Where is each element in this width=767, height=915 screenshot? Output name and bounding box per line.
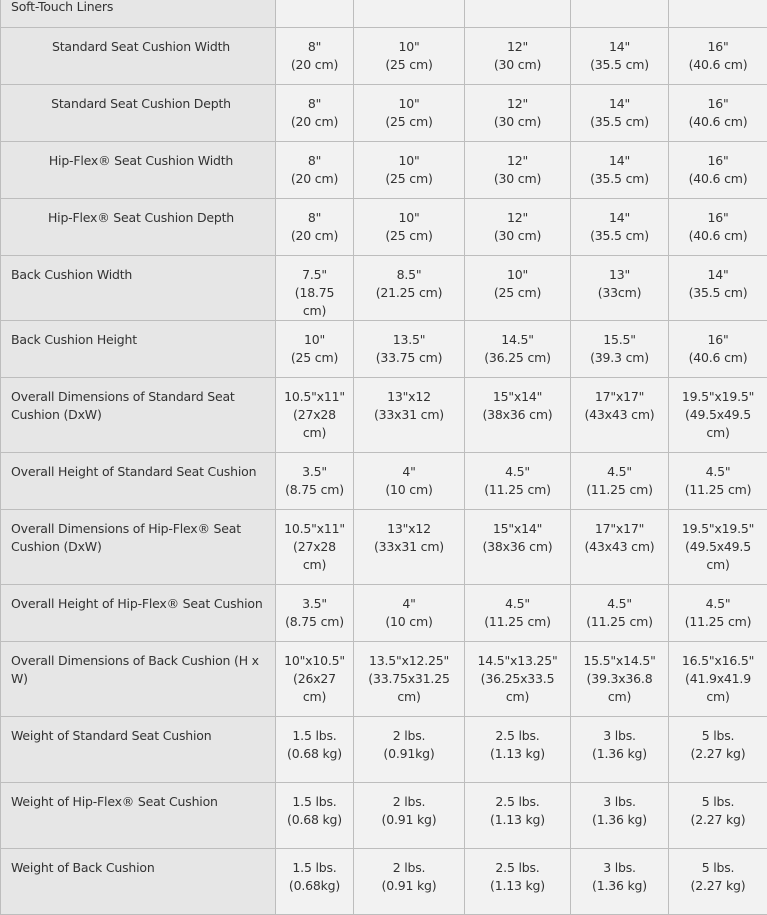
cell-line: (11.25 cm) bbox=[471, 613, 564, 631]
table-cell bbox=[465, 28, 571, 85]
cell-line: 5 lbs. bbox=[675, 859, 761, 877]
table-cell bbox=[571, 585, 669, 642]
cell-line: 1.5 lbs. bbox=[282, 859, 347, 877]
cell-line: 2.5 lbs. bbox=[471, 727, 564, 745]
table-cell bbox=[571, 642, 669, 717]
cell-line: (40.6 cm) bbox=[675, 56, 761, 74]
cell-line: (11.25 cm) bbox=[577, 613, 662, 631]
table-cell bbox=[354, 783, 465, 849]
cell-line: 10"x10.5" bbox=[282, 652, 347, 670]
table-cell bbox=[276, 585, 354, 642]
row-label: Overall Height of Hip-Flex® Seat Cushion bbox=[1, 585, 276, 642]
cell-line: 16" bbox=[675, 38, 761, 56]
cell-line: (40.6 cm) bbox=[675, 113, 761, 131]
table-row bbox=[1, 142, 767, 199]
table-cell bbox=[465, 453, 571, 510]
cell-line: 10" bbox=[360, 152, 458, 170]
table-cell bbox=[465, 142, 571, 199]
table-row bbox=[1, 717, 767, 783]
cell-line: 2 lbs. bbox=[360, 727, 458, 745]
cell-line: (26x27 bbox=[282, 670, 347, 688]
cell-line: 1.5 lbs. bbox=[282, 727, 347, 745]
cell-line: 16" bbox=[675, 152, 761, 170]
cell-line: (11.25 cm) bbox=[577, 481, 662, 499]
cell-line: 13"x12 bbox=[360, 388, 458, 406]
cell-line: 14" bbox=[577, 152, 662, 170]
table-row bbox=[1, 378, 767, 453]
table-cell bbox=[276, 642, 354, 717]
cell-line: cm) bbox=[282, 688, 347, 706]
cell-line: (33x31 cm) bbox=[360, 538, 458, 556]
cell-line: 3 lbs. bbox=[577, 859, 662, 877]
cell-line: (10 cm) bbox=[360, 481, 458, 499]
cell-line: (25 cm) bbox=[360, 227, 458, 245]
table-cell bbox=[354, 849, 465, 915]
cell-line: 3.5" bbox=[282, 463, 347, 481]
cell-line: (43x43 cm) bbox=[577, 538, 662, 556]
cell-line: 1.5 lbs. bbox=[282, 793, 347, 811]
table-row bbox=[1, 199, 767, 256]
cell-line: (38x36 cm) bbox=[471, 538, 564, 556]
cell-line: 2.5 lbs. bbox=[471, 793, 564, 811]
cell-line: 16.5"x16.5" bbox=[675, 652, 761, 670]
cell-line: (1.13 kg) bbox=[471, 745, 564, 763]
row-label: Weight of Standard Seat Cushion bbox=[1, 717, 276, 783]
cell-line: (40.6 cm) bbox=[675, 227, 761, 245]
cell-line: 12" bbox=[471, 95, 564, 113]
table-cell bbox=[276, 453, 354, 510]
cell-line: 4.5" bbox=[675, 463, 761, 481]
cell-line: 7.5" bbox=[282, 266, 347, 284]
cell-line: 14" bbox=[577, 38, 662, 56]
table-cell bbox=[571, 199, 669, 256]
cell-line: 14" bbox=[675, 266, 761, 284]
table-cell bbox=[354, 321, 465, 378]
cell-line: (18.75 cm) bbox=[282, 284, 347, 320]
cell-line: 14" bbox=[577, 209, 662, 227]
cell-line: 2 lbs. bbox=[360, 859, 458, 877]
table-cell bbox=[571, 510, 669, 585]
cell-line: 8" bbox=[282, 209, 347, 227]
cell-line: (39.3 cm) bbox=[577, 349, 662, 367]
cell-line: 15.5" bbox=[577, 331, 662, 349]
table-cell bbox=[669, 28, 767, 85]
cell-line: (33.75x31.25 bbox=[360, 670, 458, 688]
cell-line: (20 cm) bbox=[282, 227, 347, 245]
cell-line: 15"x14" bbox=[471, 388, 564, 406]
cell-line: 17"x17" bbox=[577, 388, 662, 406]
table-cell bbox=[669, 142, 767, 199]
table-cell bbox=[465, 510, 571, 585]
cell-line: 13.5" bbox=[360, 331, 458, 349]
table-cell bbox=[669, 321, 767, 378]
cell-line: 4.5" bbox=[577, 463, 662, 481]
cell-line: (1.36 kg) bbox=[577, 811, 662, 829]
cell-line: (1.36 kg) bbox=[577, 877, 662, 895]
spec-table-body bbox=[1, 0, 767, 915]
table-row bbox=[1, 453, 767, 510]
table-cell bbox=[571, 321, 669, 378]
cell-line: cm) bbox=[675, 688, 761, 706]
cell-line: (49.5x49.5 bbox=[675, 406, 761, 424]
table-cell bbox=[276, 849, 354, 915]
row-label: Standard Seat Cushion Width bbox=[1, 28, 276, 85]
table-row bbox=[1, 256, 767, 321]
table-cell bbox=[276, 199, 354, 256]
cell-line: 4" bbox=[360, 463, 458, 481]
cell-line: (1.13 kg) bbox=[471, 811, 564, 829]
table-cell bbox=[669, 378, 767, 453]
cell-line: cm) bbox=[282, 556, 347, 574]
cell-line: (11.25 cm) bbox=[471, 481, 564, 499]
table-cell bbox=[571, 849, 669, 915]
cell-line: 17"x17" bbox=[577, 520, 662, 538]
table-cell bbox=[276, 510, 354, 585]
cell-line: 2.5 lbs. bbox=[471, 859, 564, 877]
cell-line: 13" bbox=[577, 266, 662, 284]
table-cell bbox=[669, 199, 767, 256]
table-cell bbox=[354, 199, 465, 256]
row-label: Overall Dimensions of Hip-Flex® Seat Cushion (DxW) bbox=[1, 510, 276, 585]
cell-line: 4.5" bbox=[471, 595, 564, 613]
cell-line: 14" bbox=[577, 95, 662, 113]
table-cell bbox=[465, 321, 571, 378]
cell-line: 14.5"x13.25" bbox=[471, 652, 564, 670]
cell-line: (25 cm) bbox=[360, 170, 458, 188]
table-cell bbox=[354, 585, 465, 642]
table-row bbox=[1, 783, 767, 849]
cell-line: (33x31 cm) bbox=[360, 406, 458, 424]
cell-line: 3.5" bbox=[282, 595, 347, 613]
cell-line: (0.68 kg) bbox=[282, 811, 347, 829]
cell-line: 5 lbs. bbox=[675, 793, 761, 811]
table-cell bbox=[669, 453, 767, 510]
cell-line: (36.25 cm) bbox=[471, 349, 564, 367]
table-cell bbox=[571, 256, 669, 321]
cell-line: 10.5"x11" bbox=[282, 388, 347, 406]
cell-line: (27x28 bbox=[282, 406, 347, 424]
cell-line: (35.5 cm) bbox=[577, 113, 662, 131]
table-cell bbox=[465, 849, 571, 915]
cell-line: (35.5 cm) bbox=[577, 227, 662, 245]
header-label: Soft-Touch Liners bbox=[1, 0, 276, 28]
table-row bbox=[1, 642, 767, 717]
cell-line: (33cm) bbox=[577, 284, 662, 302]
table-cell bbox=[465, 585, 571, 642]
cell-line: (35.5 cm) bbox=[577, 56, 662, 74]
cell-line: (1.13 kg) bbox=[471, 877, 564, 895]
table-cell bbox=[276, 321, 354, 378]
table-cell bbox=[354, 510, 465, 585]
cell-line: (8.75 cm) bbox=[282, 613, 347, 631]
cell-line: 16" bbox=[675, 95, 761, 113]
cell-line: 3 lbs. bbox=[577, 727, 662, 745]
table-cell bbox=[669, 510, 767, 585]
cell-line: 10" bbox=[471, 266, 564, 284]
cell-line: (27x28 bbox=[282, 538, 347, 556]
cell-line: 16" bbox=[675, 331, 761, 349]
cell-line: cm) bbox=[471, 688, 564, 706]
table-cell bbox=[571, 142, 669, 199]
table-cell bbox=[354, 642, 465, 717]
cell-line: (39.3x36.8 bbox=[577, 670, 662, 688]
cell-line: cm) bbox=[282, 424, 347, 442]
table-cell bbox=[669, 783, 767, 849]
table-cell bbox=[571, 28, 669, 85]
table-row bbox=[1, 321, 767, 378]
cell-line: 15"x14" bbox=[471, 520, 564, 538]
table-cell bbox=[465, 256, 571, 321]
table-cell bbox=[669, 585, 767, 642]
table-row bbox=[1, 28, 767, 85]
cell-line: (30 cm) bbox=[471, 113, 564, 131]
table-cell bbox=[465, 717, 571, 783]
cell-line: 4" bbox=[360, 595, 458, 613]
cell-line: cm) bbox=[675, 424, 761, 442]
table-cell bbox=[465, 378, 571, 453]
table-cell bbox=[354, 378, 465, 453]
table-cell bbox=[571, 378, 669, 453]
header-row bbox=[1, 0, 767, 28]
table-cell bbox=[465, 642, 571, 717]
table-cell bbox=[354, 256, 465, 321]
cell-line: (0.91 kg) bbox=[360, 811, 458, 829]
table-cell bbox=[276, 783, 354, 849]
cell-line: (0.68 kg) bbox=[282, 745, 347, 763]
cell-line: (43x43 cm) bbox=[577, 406, 662, 424]
header-cell bbox=[669, 0, 767, 28]
cell-line: 10" bbox=[360, 95, 458, 113]
row-label: Back Cushion Height bbox=[1, 321, 276, 378]
cell-line: (11.25 cm) bbox=[675, 613, 761, 631]
cell-line: (21.25 cm) bbox=[360, 284, 458, 302]
cell-line: (38x36 cm) bbox=[471, 406, 564, 424]
cell-line: 3 lbs. bbox=[577, 793, 662, 811]
cell-line: (49.5x49.5 bbox=[675, 538, 761, 556]
cell-line: (0.91kg) bbox=[360, 745, 458, 763]
cell-line: (20 cm) bbox=[282, 113, 347, 131]
table-cell bbox=[571, 453, 669, 510]
cell-line: 14.5" bbox=[471, 331, 564, 349]
cell-line: (40.6 cm) bbox=[675, 349, 761, 367]
row-label: Overall Dimensions of Standard Seat Cushion (DxW) bbox=[1, 378, 276, 453]
cell-line: 10" bbox=[360, 209, 458, 227]
cell-line: 19.5"x19.5" bbox=[675, 388, 761, 406]
cell-line: (0.68kg) bbox=[282, 877, 347, 895]
row-label: Weight of Back Cushion bbox=[1, 849, 276, 915]
cell-line: (2.27 kg) bbox=[675, 745, 761, 763]
cell-line: 10" bbox=[282, 331, 347, 349]
table-cell bbox=[465, 85, 571, 142]
cell-line: 19.5"x19.5" bbox=[675, 520, 761, 538]
cell-line: (35.5 cm) bbox=[577, 170, 662, 188]
cell-line: 5 lbs. bbox=[675, 727, 761, 745]
cell-line: (25 cm) bbox=[360, 113, 458, 131]
cell-line: 13"x12 bbox=[360, 520, 458, 538]
table-cell bbox=[276, 256, 354, 321]
header-cell bbox=[465, 0, 571, 28]
table-cell bbox=[669, 642, 767, 717]
table-cell bbox=[276, 378, 354, 453]
cell-line: 8" bbox=[282, 38, 347, 56]
cell-line: (35.5 cm) bbox=[675, 284, 761, 302]
cell-line: (25 cm) bbox=[360, 56, 458, 74]
cell-line: (11.25 cm) bbox=[675, 481, 761, 499]
cell-line: (2.27 kg) bbox=[675, 811, 761, 829]
cell-line: (2.27 kg) bbox=[675, 877, 761, 895]
table-cell bbox=[354, 717, 465, 783]
table-row bbox=[1, 585, 767, 642]
cell-line: (33.75 cm) bbox=[360, 349, 458, 367]
header-cell bbox=[276, 0, 354, 28]
table-row bbox=[1, 85, 767, 142]
row-label: Hip-Flex® Seat Cushion Width bbox=[1, 142, 276, 199]
cell-line: 8" bbox=[282, 95, 347, 113]
cell-line: 4.5" bbox=[471, 463, 564, 481]
cell-line: (10 cm) bbox=[360, 613, 458, 631]
table-cell bbox=[354, 28, 465, 85]
header-cell bbox=[571, 0, 669, 28]
table-cell bbox=[669, 717, 767, 783]
header-cell bbox=[354, 0, 465, 28]
row-label: Back Cushion Width bbox=[1, 256, 276, 321]
cell-line: 4.5" bbox=[577, 595, 662, 613]
cell-line: (20 cm) bbox=[282, 170, 347, 188]
cell-line: 12" bbox=[471, 209, 564, 227]
cell-line: 8" bbox=[282, 152, 347, 170]
table-cell bbox=[465, 199, 571, 256]
table-cell bbox=[571, 783, 669, 849]
table-cell bbox=[276, 142, 354, 199]
table-cell bbox=[465, 783, 571, 849]
cell-line: 8.5" bbox=[360, 266, 458, 284]
cell-line: 13.5"x12.25" bbox=[360, 652, 458, 670]
cell-line: 15.5"x14.5" bbox=[577, 652, 662, 670]
table-cell bbox=[276, 717, 354, 783]
row-label: Weight of Hip-Flex® Seat Cushion bbox=[1, 783, 276, 849]
cell-line: (0.91 kg) bbox=[360, 877, 458, 895]
table-cell bbox=[354, 453, 465, 510]
table-cell bbox=[276, 28, 354, 85]
cell-line: 12" bbox=[471, 38, 564, 56]
cell-line: (8.75 cm) bbox=[282, 481, 347, 499]
cell-line: (1.36 kg) bbox=[577, 745, 662, 763]
row-label: Hip-Flex® Seat Cushion Depth bbox=[1, 199, 276, 256]
table-cell bbox=[354, 142, 465, 199]
table-cell bbox=[354, 85, 465, 142]
table-cell bbox=[669, 256, 767, 321]
cell-line: (30 cm) bbox=[471, 56, 564, 74]
table-cell bbox=[276, 85, 354, 142]
table-cell bbox=[669, 85, 767, 142]
table-row bbox=[1, 849, 767, 915]
cell-line: 10.5"x11" bbox=[282, 520, 347, 538]
row-label: Overall Dimensions of Back Cushion (H x W) bbox=[1, 642, 276, 717]
row-label: Standard Seat Cushion Depth bbox=[1, 85, 276, 142]
cell-line: (36.25x33.5 bbox=[471, 670, 564, 688]
table-row bbox=[1, 510, 767, 585]
table-cell bbox=[571, 85, 669, 142]
cell-line: cm) bbox=[577, 688, 662, 706]
table-cell bbox=[669, 849, 767, 915]
cell-line: (30 cm) bbox=[471, 170, 564, 188]
cell-line: (40.6 cm) bbox=[675, 170, 761, 188]
cell-line: (25 cm) bbox=[282, 349, 347, 367]
cell-line: 4.5" bbox=[675, 595, 761, 613]
cell-line: 2 lbs. bbox=[360, 793, 458, 811]
cell-line: (30 cm) bbox=[471, 227, 564, 245]
cell-line: cm) bbox=[675, 556, 761, 574]
cell-line: cm) bbox=[360, 688, 458, 706]
cell-line: (41.9x41.9 bbox=[675, 670, 761, 688]
table-cell bbox=[571, 717, 669, 783]
cell-line: (20 cm) bbox=[282, 56, 347, 74]
cell-line: 16" bbox=[675, 209, 761, 227]
cell-line: (25 cm) bbox=[471, 284, 564, 302]
row-label: Overall Height of Standard Seat Cushion bbox=[1, 453, 276, 510]
cell-line: 12" bbox=[471, 152, 564, 170]
cell-line: 10" bbox=[360, 38, 458, 56]
